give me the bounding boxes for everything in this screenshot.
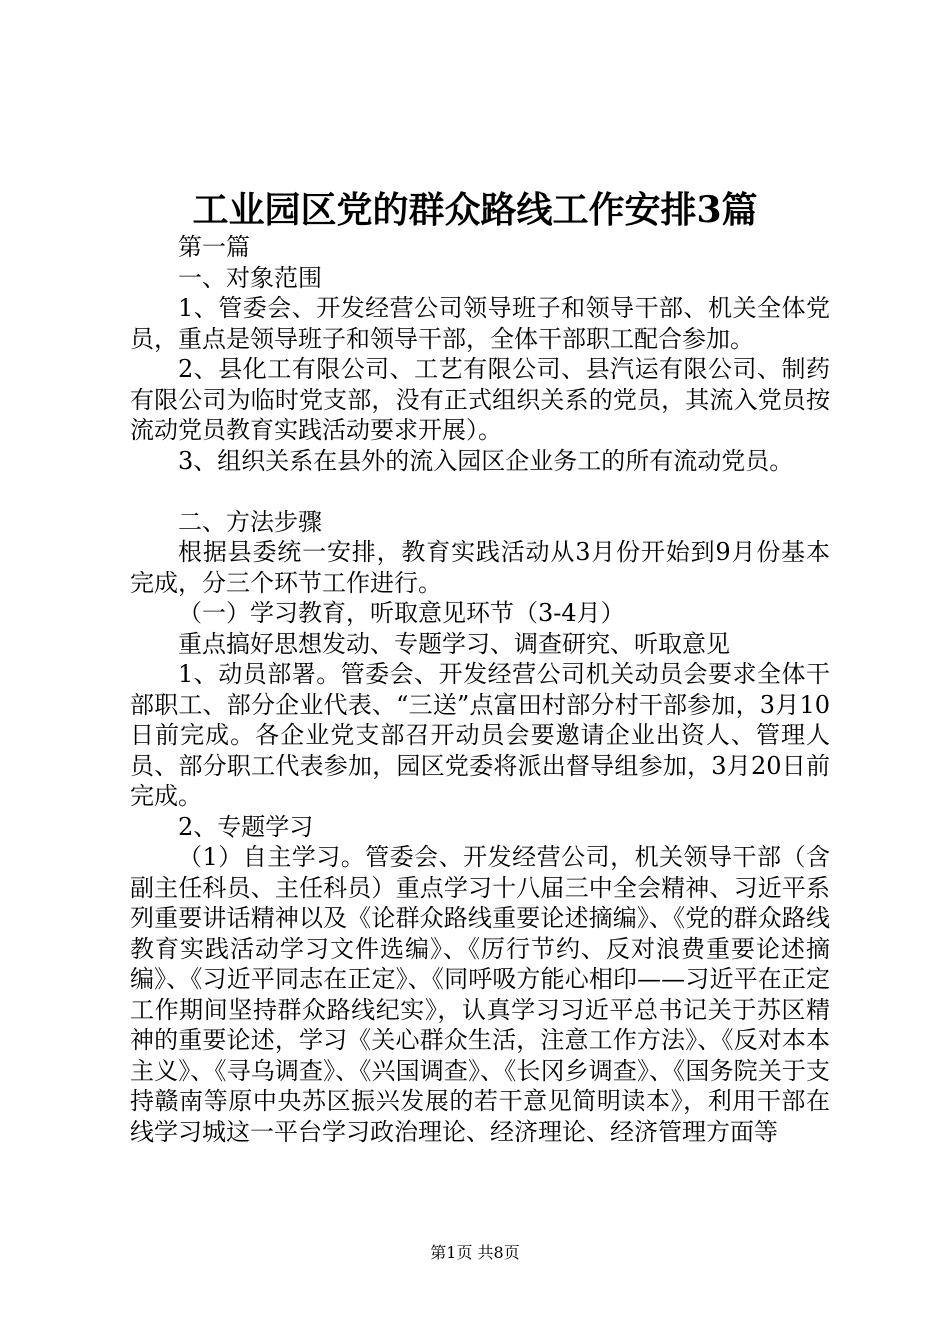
page-footer: 第1页 共8页: [430, 1243, 520, 1262]
heading-scope: 一、对象范围: [178, 263, 322, 292]
document-title: 工业园区党的群众路线工作安排3篇: [192, 189, 758, 231]
document-body: [130, 232, 830, 1147]
blank-line: [130, 476, 830, 507]
paragraph: 根据县委统一安排，教育实践活动从3月份开始到9月份基本完成，分三个环节工作进行。: [130, 538, 830, 597]
paragraph: 1、动员部署。管委会、开发经营公司机关动员会要求全体干部职工、部分企业代表、“三送”点富田村部分村干部参加，3月10日前完成。各企业党支部召开动员会要邀请企业出资人、管理人员、部分职工代表参加，园区党委将派出督导组参加，3月20日前完成。: [130, 660, 830, 810]
paragraph: 重点搞好思想发动、专题学习、调查研究、听取意见: [178, 629, 730, 658]
paragraph: 1、管委会、开发经营公司领导班子和领导干部、机关全体党员，重点是领导班子和领导干部，全体干部职工配合参加。: [130, 294, 830, 353]
subheading-study: （一）学习教育，听取意见环节（3-4月）: [178, 599, 625, 627]
paragraph: 2、县化工有限公司、工艺有限公司、县汽运有限公司、制药有限公司为临时党支部，没有正式组织关系的党员，其流入党员按流动党员教育实践活动要求开展）。: [130, 355, 830, 444]
paragraph: （1）自主学习。管委会、开发经营公司，机关领导干部（含副主任科员、主任科员）重点学习十八届三中全会精神、习近平系列重要讲话精神以及《论群众路线重要论述摘编》、《党的群众路线教育实践活动学习文件选编》、《厉行节约、反对浪费重要论述摘编》、《习近平同志在正定》、《同呼吸方能心相印——习近平在正定工作期间坚持群众路线纪实》，认真学习习近平总书记关于苏区精神的重要论述，学习《关心群众生活，注意工作方法》、《反对本本主义》、《寻乌调查》、《兴国调查》、《长冈乡调查》、《国务院关于支持赣南等原中央苏区振兴发展的若干意见简明读本》，利用干部在线学习城这一平台学习政治理论、经济理论、经济管理方面等: [130, 843, 830, 1146]
heading-methods: 二、方法步骤: [178, 507, 322, 536]
section-label: 第一篇: [178, 233, 250, 261]
subheading-topic-study: 2、专题学习: [178, 812, 314, 841]
paragraph: 3、组织关系在县外的流入园区企业务工的所有流动党员。: [178, 446, 794, 475]
